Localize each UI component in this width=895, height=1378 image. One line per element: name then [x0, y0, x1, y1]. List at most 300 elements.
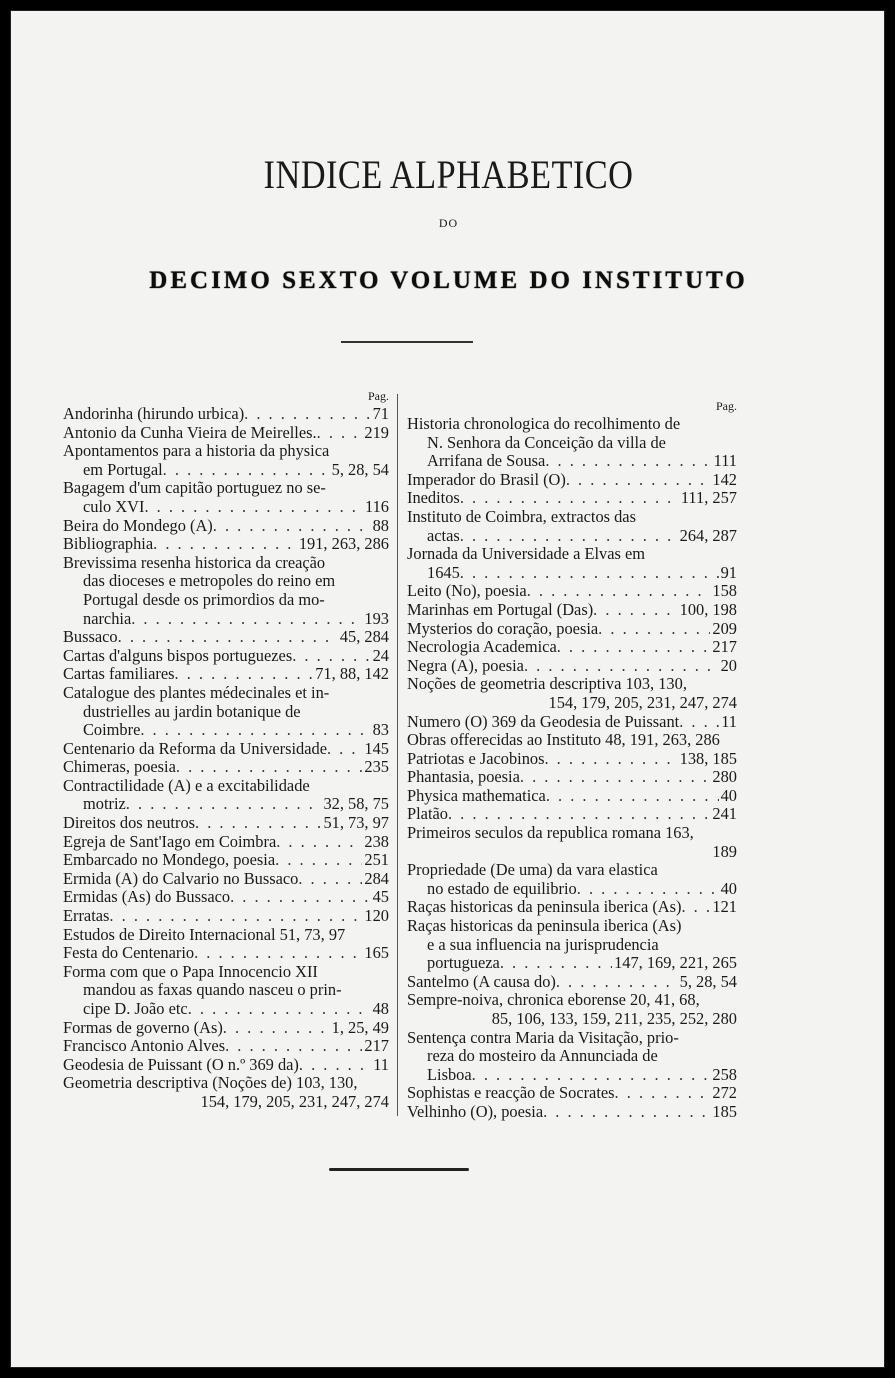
- entry-text: Sophistas e reacção de Socrates: [407, 1084, 615, 1103]
- index-entry-line: [63, 591, 389, 610]
- index-entry-line: [407, 657, 737, 676]
- index-entry-line: [63, 944, 389, 963]
- dot-leader: [524, 657, 719, 676]
- page-number: 116: [365, 497, 389, 516]
- entry-text: 85, 106, 133, 159, 211, 235, 252, 280: [491, 1010, 737, 1028]
- index-entry-line: [63, 461, 389, 480]
- index-entry-line: [63, 740, 389, 759]
- index-entry-line: [407, 434, 737, 453]
- entry-text: Instituto de Coimbra, extractos das: [407, 507, 636, 526]
- page-number: 24: [372, 646, 389, 665]
- entry-text: Brevissima resenha historica da creação: [63, 553, 326, 572]
- dot-leader: [275, 851, 362, 870]
- index-entry: [407, 787, 737, 806]
- dot-leader: [299, 1056, 371, 1075]
- dot-leader: [593, 601, 677, 620]
- index-entry-line: [407, 1084, 737, 1103]
- dot-leader: [118, 628, 338, 647]
- index-entry: [63, 740, 389, 759]
- index-entry-line: [407, 564, 737, 583]
- index-entry: [407, 991, 737, 1028]
- index-entry-line: [63, 405, 389, 424]
- page-title: INDICE ALPHABETICO: [263, 152, 634, 197]
- page-number: 258: [712, 1065, 737, 1084]
- index-entry: [407, 1103, 737, 1122]
- index-entry-line: [63, 907, 389, 926]
- page-number: 91: [720, 563, 737, 582]
- page-number: 209: [712, 619, 737, 638]
- index-entry-line: [407, 620, 737, 639]
- index-entry: [407, 638, 737, 657]
- index-page: [10, 10, 885, 1368]
- index-entry: [63, 1037, 389, 1056]
- index-entry: [63, 833, 389, 852]
- entry-text: Beira do Mondego (A): [63, 516, 213, 535]
- left-entry-list: [63, 405, 389, 1112]
- index-entry-line: [407, 713, 737, 732]
- index-entry-line: [63, 554, 389, 573]
- page-number: 191, 263, 286: [298, 535, 389, 554]
- entry-text: culo XVI: [83, 497, 145, 516]
- dot-leader: [543, 1103, 710, 1122]
- entry-text: Bussaco: [63, 628, 118, 647]
- entry-text: Noções de geometria descriptiva 103, 130,: [407, 675, 687, 694]
- index-entry-line: [63, 1093, 389, 1112]
- dot-leader: [681, 898, 710, 917]
- index-entry: [407, 508, 737, 545]
- top-divider-rule: [341, 341, 473, 343]
- entry-text: Necrologia Academica: [407, 638, 557, 657]
- page-number: 138, 185: [679, 749, 737, 768]
- entry-text: Chimeras, poesia: [63, 758, 176, 777]
- entry-text: Mysterios do coração, poesia: [407, 619, 599, 638]
- bottom-divider-rule: [329, 1168, 469, 1171]
- entry-text: Formas de governo (As): [63, 1018, 223, 1037]
- dot-leader: [194, 944, 362, 963]
- entry-text: Embarcado no Mondego, poesia: [63, 851, 276, 870]
- dot-leader: [140, 721, 370, 740]
- entry-text: Apontamentos para a historia da physica: [63, 442, 330, 461]
- index-entry-line: [407, 843, 737, 862]
- page-number: 241: [712, 805, 737, 824]
- index-entry-line: [407, 415, 737, 434]
- index-entry-line: [407, 675, 737, 694]
- index-entry: [63, 554, 389, 628]
- index-entry: [63, 405, 389, 424]
- page-number: 51, 73, 97: [323, 814, 389, 833]
- index-entry-line: [63, 981, 389, 1000]
- index-entry: [407, 805, 737, 824]
- page-number: 185: [712, 1102, 737, 1121]
- entry-text: Bagagem d'um capitão portuguez no se-: [63, 479, 326, 498]
- entry-text: Lisboa: [427, 1065, 472, 1084]
- entry-text: Velhinho (O), poesia: [407, 1102, 544, 1121]
- dot-leader: [557, 638, 711, 657]
- entry-text: Historia chronologica do recolhimento de: [407, 415, 681, 433]
- index-entry: [63, 665, 389, 684]
- index-entry-line: [407, 898, 737, 917]
- entry-text: Santelmo (A causa do): [407, 972, 556, 991]
- page-number: 280: [712, 768, 737, 787]
- entry-text: Patriotas e Jacobinos: [407, 749, 545, 768]
- entry-text: narchia: [83, 609, 132, 628]
- entry-text: Arrifana de Sousa: [427, 452, 546, 471]
- index-entry-line: [407, 1010, 737, 1029]
- index-entry-line: [407, 638, 737, 657]
- index-entry: [63, 442, 389, 479]
- entry-text: 154, 179, 205, 231, 247, 274: [548, 693, 737, 712]
- page-number: 264, 287: [679, 526, 737, 545]
- entry-text: Coimbre: [83, 721, 141, 740]
- index-entry-line: [63, 888, 389, 907]
- entry-text: Antonio da Cunha Vieira de Meirelles.: [63, 423, 317, 442]
- index-entry-line: [407, 471, 737, 490]
- index-entry: [63, 1074, 389, 1111]
- entry-text: Direitos dos neutros: [63, 814, 196, 833]
- index-entry: [407, 973, 737, 992]
- index-entry: [407, 582, 737, 601]
- index-entry: [407, 601, 737, 620]
- index-entry-line: [63, 665, 389, 684]
- dot-leader: [317, 424, 363, 443]
- page-number: 5, 28, 54: [331, 460, 389, 479]
- page-number: 83: [372, 721, 389, 740]
- index-entry-line: [63, 1056, 389, 1075]
- entry-text: Imperador do Brasil (O): [407, 470, 566, 489]
- page-number: 193: [364, 609, 389, 628]
- index-entry-line: [63, 684, 389, 703]
- page-number: 88: [372, 516, 389, 535]
- page-number: 145: [364, 739, 389, 758]
- dot-leader: [225, 1037, 362, 1056]
- index-entry-line: [407, 527, 737, 546]
- index-entry: [407, 545, 737, 582]
- page-number: 5, 28, 54: [679, 972, 737, 991]
- page-number: 235: [364, 758, 389, 777]
- left-pag-label: Pag.: [368, 389, 389, 403]
- entry-text: 189: [712, 842, 737, 861]
- entry-text: Raças historicas da peninsula iberica (As): [407, 917, 682, 936]
- entry-text: Ineditos: [407, 489, 460, 508]
- index-entry-line: [407, 805, 737, 824]
- page-number: 11: [373, 1055, 389, 1074]
- page-number: 32, 58, 75: [323, 795, 389, 814]
- page-number: 251: [364, 851, 389, 870]
- index-entry-line: [407, 508, 737, 527]
- index-entry-line: [407, 601, 737, 620]
- index-entry-line: [407, 824, 737, 843]
- index-entry: [63, 944, 389, 963]
- index-entry: [63, 851, 389, 870]
- index-entry-line: [63, 777, 389, 796]
- index-entry: [407, 898, 737, 917]
- index-entry-line: [63, 628, 389, 647]
- index-entry-line: [407, 917, 737, 936]
- index-entry-line: [407, 489, 737, 508]
- entry-text: e a sua influencia na jurisprudencia: [427, 935, 659, 954]
- index-entry-line: [63, 479, 389, 498]
- index-entry-line: [63, 535, 389, 554]
- dot-leader: [520, 768, 711, 787]
- entry-text: Bibliographia: [63, 535, 154, 554]
- index-entry: [63, 684, 389, 740]
- index-entry: [63, 888, 389, 907]
- index-entry: [63, 479, 389, 516]
- entry-text: Jornada da Universidade a Elvas em: [407, 545, 646, 564]
- dot-leader: [292, 647, 370, 666]
- entry-text: Cartas familiares: [63, 665, 175, 684]
- entry-text: Portugal desde os primordios da mo-: [83, 590, 325, 609]
- dot-leader: [679, 713, 719, 732]
- page-number: 121: [712, 898, 737, 917]
- index-entry: [407, 471, 737, 490]
- entry-text: Francisco Antonio Alves: [63, 1037, 226, 1056]
- entry-text: Estudos de Direito Internacional 51, 73, 97: [63, 925, 346, 944]
- left-column: [63, 387, 389, 1112]
- page-subheading: DO: [438, 216, 459, 230]
- entry-text: Marinhas em Portugal (Das): [407, 600, 594, 619]
- page-number: 272: [712, 1084, 737, 1103]
- page-number: 20: [720, 656, 737, 675]
- index-entry: [63, 870, 389, 889]
- index-entry-line: [407, 1066, 737, 1085]
- right-column: [407, 397, 737, 1122]
- dot-leader: [195, 814, 321, 833]
- entry-text: dustrielles au jardin botanique de: [83, 702, 301, 721]
- index-entry-line: [63, 1074, 389, 1093]
- index-entry-line: [407, 936, 737, 955]
- entry-text: portugueza: [427, 954, 500, 973]
- index-entry: [407, 657, 737, 676]
- index-entry-line: [407, 1103, 737, 1122]
- entry-text: Erratas: [63, 907, 110, 926]
- index-entry-line: [63, 795, 389, 814]
- index-entry-line: [407, 452, 737, 471]
- dot-leader: [244, 405, 370, 424]
- dot-leader: [230, 888, 371, 907]
- page-number: 71, 88, 142: [315, 665, 389, 684]
- index-entry: [407, 713, 737, 732]
- entry-text: Raças historicas da peninsula iberica (As): [407, 898, 682, 917]
- entry-text: das dioceses e metropoles do reino em: [83, 572, 336, 591]
- entry-text: Forma com que o Papa Innocencio XII: [63, 962, 318, 981]
- entry-text: 154, 179, 205, 231, 247, 274: [200, 1092, 389, 1111]
- index-entry-line: [63, 1000, 389, 1019]
- index-entry-line: [63, 498, 389, 517]
- index-entry-line: [63, 814, 389, 833]
- dot-leader: [175, 665, 314, 684]
- index-entry: [63, 963, 389, 1019]
- entry-text: reza do mosteiro da Annunciada de: [427, 1047, 658, 1066]
- dot-leader: [460, 489, 679, 508]
- index-entry-line: [63, 758, 389, 777]
- dot-leader: [153, 535, 297, 554]
- dot-leader: [109, 907, 362, 926]
- index-entry: [407, 415, 737, 471]
- index-entry-line: [407, 1029, 737, 1048]
- dot-leader: [126, 795, 322, 814]
- index-entry-line: [407, 750, 737, 769]
- index-entry-line: [63, 870, 389, 889]
- index-entry-line: [407, 545, 737, 564]
- entry-text: Sentença contra Maria da Visitação, prio-: [407, 1028, 679, 1047]
- dot-leader: [327, 740, 362, 759]
- dot-leader: [566, 471, 711, 490]
- entry-text: Egreja de Sant'Iago em Coimbra: [63, 832, 277, 851]
- entry-text: Negra (A), poesia: [407, 656, 524, 675]
- index-entry: [407, 731, 737, 750]
- index-entry-line: [63, 703, 389, 722]
- dot-leader: [188, 1000, 371, 1019]
- index-entry: [407, 750, 737, 769]
- entry-text: 1645: [427, 563, 460, 582]
- index-entry: [407, 489, 737, 508]
- page-number: 40: [720, 786, 737, 805]
- dot-leader: [131, 610, 362, 629]
- index-entry-line: [407, 1047, 737, 1066]
- index-entry: [63, 1019, 389, 1038]
- right-pag-label: Pag.: [716, 399, 737, 413]
- entry-text: Sempre-noiva, chronica eborense 20, 41, 68,: [407, 991, 700, 1010]
- page-number: 100, 198: [679, 600, 737, 619]
- index-entry: [63, 907, 389, 926]
- index-entry-line: [63, 963, 389, 982]
- page-number: 120: [364, 907, 389, 926]
- index-entry: [63, 926, 389, 945]
- dot-leader: [276, 833, 362, 852]
- index-entry-line: [63, 572, 389, 591]
- entry-text: no estado de equilibrio: [427, 879, 577, 898]
- dot-leader: [223, 1019, 330, 1038]
- dot-leader: [527, 582, 711, 601]
- page-number: 1, 25, 49: [331, 1018, 389, 1037]
- page-number: 11: [721, 712, 737, 731]
- index-entry: [407, 861, 737, 898]
- entry-text: Centenario da Reforma da Universidade: [63, 739, 327, 758]
- entry-text: Numero (O) 369 da Geodesia de Puissant: [407, 712, 680, 731]
- right-entry-list: [407, 415, 737, 1122]
- index-entry: [407, 675, 737, 712]
- page-number: 158: [712, 582, 737, 601]
- page-number: 284: [364, 869, 389, 888]
- index-entry-line: [407, 991, 737, 1010]
- entry-text: Ermidas (As) do Bussaco: [63, 888, 231, 907]
- index-entry-line: [63, 851, 389, 870]
- entry-text: Festa do Centenario: [63, 944, 195, 963]
- entry-text: Contractilidade (A) e a excitabilidade: [63, 776, 310, 795]
- page-number: 217: [712, 638, 737, 657]
- index-entry: [407, 1029, 737, 1085]
- entry-text: Physica mathematica: [407, 786, 546, 805]
- entry-text: em Portugal: [83, 460, 163, 479]
- index-entry: [63, 814, 389, 833]
- column-divider: [397, 394, 398, 1116]
- index-entry: [63, 1056, 389, 1075]
- index-entry: [63, 647, 389, 666]
- entry-text: Geometria descriptiva (Noções de) 103, 130,: [63, 1074, 358, 1093]
- entry-text: Propriedade (De uma) da vara elastica: [407, 861, 658, 880]
- dot-leader: [615, 1084, 711, 1103]
- index-entry-line: [407, 768, 737, 787]
- index-entry-line: [63, 1019, 389, 1038]
- dot-leader: [546, 787, 719, 806]
- dot-leader: [577, 880, 719, 899]
- entry-text: Primeiros seculos da republica romana 163,: [407, 824, 694, 843]
- index-entry-line: [63, 442, 389, 461]
- entry-text: cipe D. João etc: [83, 1000, 188, 1018]
- index-entry-line: [63, 721, 389, 740]
- page-number: 111, 257: [680, 489, 737, 508]
- page-subtitle: DECIMO SEXTO VOLUME DO INSTITUTO: [149, 267, 748, 294]
- dot-leader: [460, 564, 719, 583]
- index-entry: [407, 620, 737, 639]
- entry-text: N. Senhora da Conceição da villa de: [427, 433, 666, 452]
- dot-leader: [144, 498, 363, 517]
- index-entry-line: [63, 1037, 389, 1056]
- page-number: 142: [712, 470, 737, 489]
- index-entry-line: [63, 517, 389, 536]
- dot-leader: [298, 870, 362, 889]
- entry-text: Obras offerecidas ao Instituto 48, 191, 263, 286: [407, 731, 720, 750]
- page-number: 45, 284: [339, 628, 389, 647]
- dot-leader: [545, 452, 711, 471]
- index-entry: [63, 517, 389, 536]
- entry-text: actas: [427, 526, 460, 545]
- index-entry: [63, 424, 389, 443]
- index-entry-line: [63, 926, 389, 945]
- dot-leader: [448, 805, 710, 824]
- index-entry: [63, 758, 389, 777]
- dot-leader: [544, 750, 677, 769]
- dot-leader: [598, 620, 710, 639]
- index-entry: [63, 535, 389, 554]
- index-entry: [407, 917, 737, 973]
- entry-text: Cartas d'alguns bispos portuguezes: [63, 646, 293, 665]
- page-number: 219: [364, 423, 389, 442]
- dot-leader: [460, 527, 678, 546]
- entry-text: Ermida (A) do Calvario no Bussaco: [63, 869, 299, 888]
- index-entry-line: [407, 973, 737, 992]
- index-entry-line: [407, 787, 737, 806]
- index-entry: [407, 768, 737, 787]
- dot-leader: [213, 517, 371, 536]
- index-entry: [63, 777, 389, 814]
- page-number: 238: [364, 832, 389, 851]
- index-entry-line: [63, 833, 389, 852]
- entry-text: Andorinha (hirundo urbica): [63, 405, 245, 423]
- entry-text: motriz: [83, 795, 126, 814]
- entry-text: Catalogue des plantes médecinales et in-: [63, 683, 330, 702]
- dot-leader: [500, 954, 612, 973]
- entry-text: mandou as faxas quando nasceu o prin-: [83, 981, 342, 1000]
- index-entry-line: [407, 731, 737, 750]
- page-number: 45: [372, 888, 389, 907]
- page-number: 71: [372, 405, 389, 423]
- index-entry: [407, 1084, 737, 1103]
- page-number: 40: [720, 879, 737, 898]
- index-entry: [63, 628, 389, 647]
- entry-text: Platão: [407, 805, 448, 824]
- index-entry: [407, 824, 737, 861]
- index-entry-line: [407, 954, 737, 973]
- dot-leader: [556, 973, 678, 992]
- page-number: 165: [364, 944, 389, 963]
- entry-text: Phantasia, poesia: [407, 768, 520, 787]
- page-number: 217: [364, 1037, 389, 1056]
- entry-text: Geodesia de Puissant (O n.º 369 da): [63, 1055, 299, 1074]
- index-entry-line: [407, 694, 737, 713]
- dot-leader: [163, 461, 330, 480]
